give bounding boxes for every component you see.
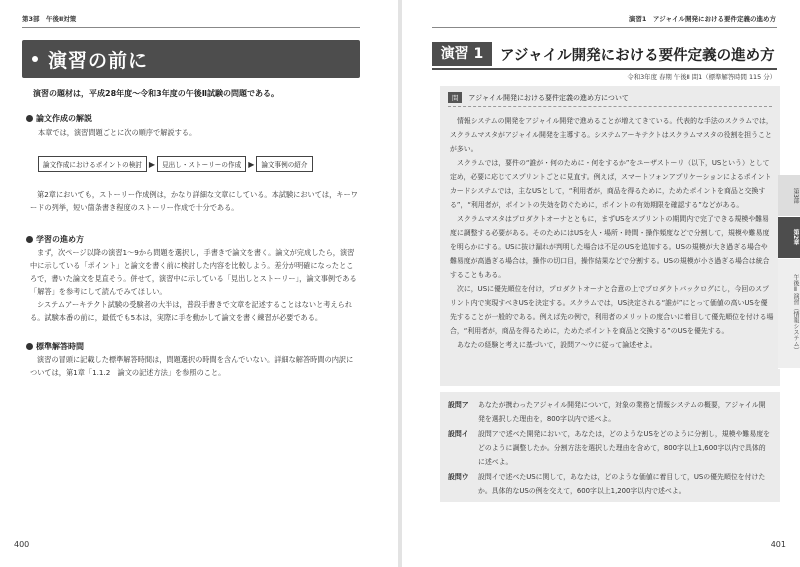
setsumon-panel bbox=[440, 392, 780, 502]
running-head-right: 演習1 アジャイル開発における要件定義の進め方 bbox=[628, 15, 776, 23]
setsumon-row bbox=[448, 398, 772, 426]
sub2-paragraph-1: まず，次ページ以降の演習1〜9から問題を選択し，手書きで論文を書く。論文が完成したら，演習中に示している「ポイント」と論文を書く前に検討した内容を比較しよう。差分が明確になったところで，書いた論文を見直そう。併せて，演習中に示している「見出しとストーリー」，論文事例である「解答」を参考にして読んでみてほしい。 bbox=[30, 248, 357, 296]
page-number-left: 400 bbox=[14, 540, 30, 549]
question-paragraph: あなたの経験と考えに基づいて，設問ア〜ウに従って論述せよ。 bbox=[457, 341, 657, 349]
subhead-label: 標準解答時間 bbox=[36, 342, 84, 351]
question-paragraph: スクラムマスタはプロダクトオーナとともに，まずUSをスプリントの期間内で完了できる規模や難易度に調整する必要がある。そのためにはUSを人・場所・時間・操作頻度などで分割して，規模や難易度を明らかにする。USに抜け漏れが判明した場合は不足のUSを追加する。USの規模が大き過ぎる場合や難易度が高過ぎる場合は，操作の切口目，操作結果などで分割する。USの規模が小さ過ぎる場合は統合することもある。 bbox=[450, 215, 770, 279]
flow-step-3: 論文事例の紹介 bbox=[256, 156, 312, 172]
subhead-explanation bbox=[26, 113, 92, 124]
process-flow bbox=[38, 157, 313, 171]
left-page bbox=[0, 0, 398, 567]
sub1-text: 本章では，演習問題ごとに次の順序で解説する。 bbox=[38, 128, 197, 137]
side-tab-part: 第3部 bbox=[778, 175, 800, 217]
exercise-title: アジャイル開発における要件定義の進め方 bbox=[500, 48, 775, 64]
header-rule bbox=[22, 27, 360, 28]
question-paragraph: 情報システムの開発をアジャイル開発で進めることが増えてきている。代表的な手法のスクラムでは，スクラムマスタがアジャイル開発を主導する。システムアーキテクトはスクラムマスタの役割を担うことが多い。 bbox=[450, 117, 773, 153]
question-heading-text: アジャイル開発における要件定義の進め方について bbox=[468, 94, 629, 102]
question-paragraph: スクラムでは，要件の“誰が・何のために・何をするか”をユーザストーリ（以下，USという）として定め，必要に応じてスプリントごとに見直す。例えば，スマートフォンアプリケーションによるポイントカードシステムでは，主なUSとして，“利用者が，商品を得るために，ためたポイントを商品と交換する”，“利用者が，ポイントの失効を防ぐために，ポイントの有効期限を確認する”などがある。 bbox=[450, 159, 772, 209]
setsumon-text: あなたが携わったアジャイル開発について，対象の業務と情報システムの概要，アジャイル開発を選択した理由を，800字以内で述べよ。 bbox=[478, 401, 766, 423]
question-body bbox=[450, 114, 774, 352]
question-heading bbox=[448, 92, 629, 103]
section-title-bar bbox=[22, 40, 360, 78]
subhead-study bbox=[26, 234, 84, 245]
bullet-icon bbox=[26, 236, 33, 243]
setsumon-text: 設問イで述べたUSに関して，あなたは，どのような価値に着目して，USの優先順位を付けたか。具体的なUSの例を交えて，600字以上1,200字以内で述べよ。 bbox=[478, 473, 766, 495]
page-number-right: 401 bbox=[770, 540, 786, 549]
bullet-dot-icon bbox=[32, 56, 38, 62]
side-tab-chapter: 第2章 bbox=[778, 217, 800, 259]
setsumon-row bbox=[448, 427, 772, 469]
bullet-icon bbox=[26, 115, 33, 122]
setsumon-text: 設問アで述べた開発において，あなたは，どのようなUSをどのように分割し，規模や難易度をどのように調整したか。分割方法を選択した理由を含めて，800字以上1,600字以内で具体的に述べよ。 bbox=[478, 430, 770, 466]
section-title: 演習の前に bbox=[48, 50, 149, 72]
arrow-right-icon: ▶ bbox=[148, 159, 156, 169]
subhead-time bbox=[26, 341, 84, 352]
sub2-paragraph-2: システムアーキテクト試験の受験者の大半は，普段手書きで文章を記述することはないと考えられる。試験本番の前に，最低でも5本は，実際に手を動かして論文を書く練習が必要である。 bbox=[30, 300, 353, 322]
lead-text: 演習の題材は，平成28年度〜令和3年度の午後Ⅱ試験の問題である。 bbox=[33, 89, 279, 98]
header-rule bbox=[432, 27, 777, 28]
setsumon-label: 設問ア bbox=[448, 401, 469, 409]
sub3-text: 演習の冒頭に記載した標準解答時間は，問題選択の時間を含んでいない。詳細な解答時間の内訳については，第1章「1.1.2 論文の記述方法」を参照のこと。 bbox=[30, 355, 354, 377]
sub1-after-text: 第2章においても，ストーリー作成例は，かなり詳細な文章にしている。本試験においては，キーワードの列挙，短い箇条書き程度のストーリー作成で十分である。 bbox=[30, 190, 358, 212]
subhead-label: 学習の進め方 bbox=[36, 235, 84, 244]
setsumon-label: 設問ウ bbox=[448, 473, 469, 481]
question-paragraph: 次に，USに優先順位を付け，プロダクトオーナと合意の上でプロダクトバックログにし，今回のスプリント内で実現すべきUSを決定する。スクラムでは，US決定される“誰が”にとって価値の高いUSを優先することが一般的である。例えば先の例で，利用者のメリットの度合いに着目して優先順位を付ける場合，“利用者が，商品を得るために，ためたポイントを商品と交換する”のUSを優先する。 bbox=[450, 285, 774, 335]
question-panel bbox=[440, 86, 780, 386]
setsumon-label: 設問イ bbox=[448, 430, 469, 438]
question-tag: 問 bbox=[448, 92, 462, 103]
bullet-icon bbox=[26, 343, 33, 350]
exercise-badge: 演習 1 bbox=[432, 42, 492, 66]
chapter-side-tabs bbox=[778, 175, 800, 369]
running-head-left: 第3部 午後Ⅱ対策 bbox=[22, 15, 77, 23]
arrow-right-icon: ▶ bbox=[248, 159, 255, 169]
flow-step-2: 見出し・ストーリーの作成 bbox=[157, 156, 246, 172]
setsumon-row bbox=[448, 470, 772, 498]
flow-step-1: 論文作成におけるポイントの検討 bbox=[38, 156, 147, 172]
subhead-label: 論文作成の解説 bbox=[36, 114, 92, 123]
title-rule bbox=[432, 68, 777, 70]
right-page bbox=[402, 0, 800, 567]
dashed-divider bbox=[448, 106, 772, 107]
exercise-source: 令和3年度 春期 午後Ⅱ 問1（標準解答時間 115 分） bbox=[627, 73, 776, 81]
side-tab-topic: 午後Ⅱ演習（情報システム） bbox=[778, 259, 800, 369]
